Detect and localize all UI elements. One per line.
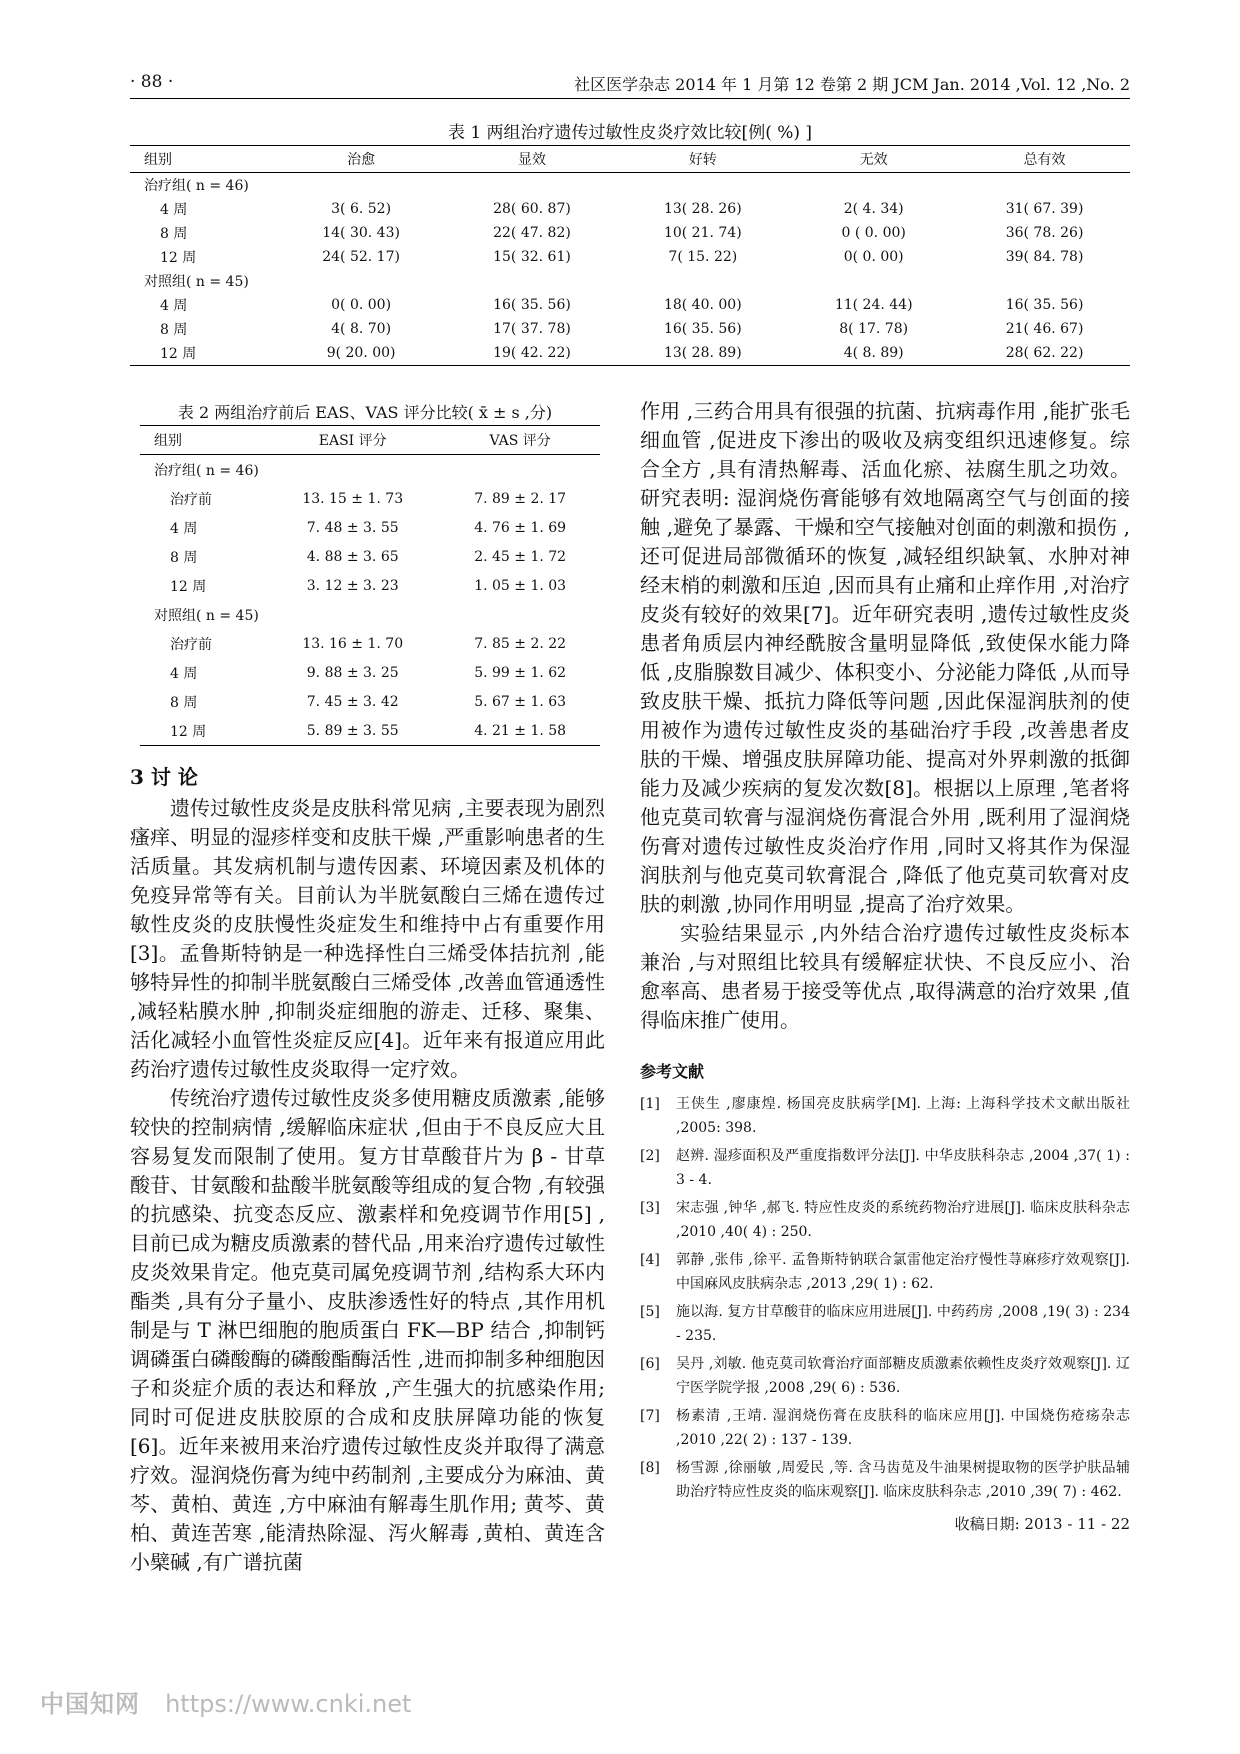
table-cell: 24( 52. 17)	[322, 249, 400, 265]
footer-watermark	[40, 1684, 411, 1719]
table-cell: 9( 20. 00)	[276, 341, 447, 366]
right-column	[640, 397, 1130, 1539]
row-label: 4 周	[170, 665, 198, 682]
table-row	[130, 221, 1130, 245]
reference-number: [7]	[640, 1408, 660, 1424]
reference-item	[640, 1300, 1130, 1348]
table-row	[130, 317, 1130, 341]
group-label: 治疗组( n = 46)	[154, 462, 259, 479]
discussion-paragraph-2-continued: 作用 ,三药合用具有很强的抗菌、抗病毒作用 ,能扩张毛细血管 ,促进皮下渗出的吸收及病变组织迅速修复。综合全方 ,具有清热解毒、活血化瘀、祛腐生肌之功效。研究表明: 湿润烧伤膏能够有效地隔离空气与创面的接触 ,避免了暴露、干燥和空气接触对创面的刺激和损伤 ,还可促进局部微循环的恢复 ,减轻组织缺氧、水肿对神经末梢的刺激和压迫 ,因而具有止痛和止痒作用 ,对治疗皮炎有较好的效果[7]。近年研究表明 ,遗传过敏性皮炎患者角质层内神经酰胺含量明显降低 ,致使保水能力降低 ,皮脂腺数目减少、体积变小、分泌能力降低 ,从而导致皮肤干燥、抵抗力降低等问题 ,因此保湿润肤剂的使用被作为遗传过敏性皮炎的基础治疗手段 ,改善患者皮肤的干燥、增强皮肤屏障功能、提高对外界刺激的抵御能力及减少疾病的复发次数[8]。根据以上原理 ,笔者将他克莫司软膏与湿润烧伤膏混合外用 ,既利用了湿润烧伤膏对遗传过敏性皮炎治疗作用 ,同时又将其作为保湿润肤剂与他克莫司软膏混合 ,降低了他克莫司软膏对皮肤的刺激 ,协同作用明显 ,提高了治疗效果。	[640, 399, 1130, 916]
reference-number: [8]	[640, 1460, 660, 1476]
table-cell: 10( 21. 74)	[663, 225, 742, 241]
table-row	[140, 687, 600, 716]
column-header: 组别	[140, 426, 265, 455]
table-cell: 3( 6. 52)	[331, 201, 392, 217]
table-cell: 8( 17. 78)	[839, 321, 909, 337]
reference-text: 宋志强 ,钟华 ,郝飞. 特应性皮炎的系统药物治疗进展[J]. 临床皮肤科杂志 ,2010 ,40( 4) : 250.	[676, 1200, 1130, 1240]
table-cell: 19( 42. 22)	[447, 341, 618, 366]
table1	[130, 145, 1130, 366]
table-cell: 2. 45 ± 1. 72	[474, 548, 567, 565]
table-cell: 4. 21 ± 1. 58	[440, 716, 600, 746]
column-header: VAS 评分	[440, 426, 600, 455]
row-label: 12 周	[160, 250, 197, 266]
table-row	[140, 571, 600, 600]
column-header: 无效	[788, 146, 959, 173]
reference-item	[640, 1352, 1130, 1400]
table-cell: 4. 76 ± 1. 69	[474, 519, 567, 536]
table2-caption: 表 2 两组治疗前后 EAS、VAS 评分比较( x̄ ± s ,分)	[177, 403, 553, 422]
column-header: 治愈	[276, 146, 447, 173]
reference-text: 吴丹 ,刘敏. 他克莫司软膏治疗面部糖皮质激素依赖性皮炎疗效观察[J]. 辽宁医学院学报 ,2008 ,29( 6) : 536.	[676, 1356, 1130, 1396]
journal-citation: 社区医学杂志 2014 年 1 月第 12 卷第 2 期 JCM Jan. 2014 ,Vol. 12 ,No. 2	[574, 75, 1130, 94]
table-cell: 28( 62. 22)	[959, 341, 1130, 366]
table-row	[140, 542, 600, 571]
column-header: 好转	[617, 146, 788, 173]
row-label: 治疗前	[170, 491, 212, 508]
reference-text: 赵辨. 湿疹面积及严重度指数评分法[J]. 中华皮肤科杂志 ,2004 ,37( 1) : 3 - 4.	[676, 1148, 1130, 1188]
table-cell: 5. 89 ± 3. 55	[265, 716, 440, 746]
table-row	[140, 484, 600, 513]
row-label: 12 周	[130, 341, 276, 366]
table-cell: 4( 8. 70)	[331, 321, 392, 337]
discussion-paragraph-2: 传统治疗遗传过敏性皮炎多使用糖皮质激素 ,能够较快的控制病情 ,缓解临床症状 ,但由于不良反应大且容易复发而限制了使用。复方甘草酸苷片为 β - 甘草酸苷、甘氨酸和盐酸半胱氨酸等组成的复合物 ,有较强的抗感染、抗变态反应、激素样和免疫调节作用[5] ,目前已成为糖皮质激素的替代品 ,用来治疗遗传过敏性皮炎效果肯定。他克莫司属免疫调节剂 ,结构系大环内酯类 ,具有分子量小、皮肤渗透性好的特点 ,其作用机制是与 T 淋巴细胞的胞质蛋白 FK—BP 结合 ,抑制钙调磷蛋白磷酸酶的磷酸酯酶活性 ,进而抑制多种细胞因子和炎症介质的表达和释放 ,产生强大的抗感染作用; 同时可促进皮肤胶原的合成和皮肤屏障功能的恢复[6]。近年来被用来治疗遗传过敏性皮炎并取得了满意疗效。湿润烧伤膏为纯中药制剂 ,主要成分为麻油、黄芩、黄柏、黄连 ,方中麻油有解毒生肌作用; 黄芩、黄柏、黄连苦寒 ,能清热除湿、泻火解毒 ,黄柏、黄连含小檗碱 ,有广谱抗菌	[130, 1086, 605, 1574]
column-header: EASI 评分	[265, 426, 440, 455]
table-cell: 21( 46. 67)	[1005, 321, 1084, 337]
column-header: 显效	[447, 146, 618, 173]
row-label: 12 周	[170, 578, 207, 595]
row-label: 12 周	[140, 716, 265, 746]
reference-number: [2]	[640, 1148, 660, 1164]
reference-number: [5]	[640, 1304, 660, 1320]
table-cell: 15( 32. 61)	[493, 249, 571, 265]
table-cell: 0( 0. 00)	[331, 297, 392, 313]
table-cell: 16( 35. 56)	[663, 321, 742, 337]
table-cell: 0 ( 0. 00)	[841, 225, 906, 241]
row-label: 8 周	[160, 226, 188, 242]
table-cell: 7. 85 ± 2. 22	[474, 635, 567, 652]
table-row	[140, 513, 600, 542]
reference-text: 杨素清 ,王靖. 湿润烧伤膏在皮肤科的临床应用[J]. 中国烧伤疮疡杂志 ,2010 ,22( 2) : 137 - 139.	[676, 1408, 1130, 1448]
table-cell: 17( 37. 78)	[493, 321, 571, 337]
table-cell: 31( 67. 39)	[1005, 201, 1084, 217]
table-cell: 14( 30. 43)	[322, 225, 400, 241]
row-label: 治疗前	[170, 636, 212, 653]
table-row	[130, 245, 1130, 269]
page-header	[130, 72, 1130, 98]
table-cell: 39( 84. 78)	[1005, 249, 1084, 265]
column-header: 总有效	[959, 146, 1130, 173]
group-label: 治疗组( n = 46)	[144, 178, 249, 194]
table-cell: 36( 78. 26)	[1005, 225, 1084, 241]
group-row	[140, 455, 600, 485]
table-cell: 3. 12 ± 3. 23	[306, 577, 399, 594]
table-cell: 7. 89 ± 2. 17	[474, 490, 567, 507]
table-row	[140, 658, 600, 687]
table-row	[130, 197, 1130, 221]
reference-text: 施以海. 复方甘草酸苷的临床应用进展[J]. 中药药房 ,2008 ,19( 3) : 234 - 235.	[676, 1304, 1130, 1344]
row-label: 8 周	[170, 694, 198, 711]
discussion-paragraph-1: 遗传过敏性皮炎是皮肤科常见病 ,主要表现为剧烈瘙痒、明显的湿疹样变和皮肤干燥 ,严重影响患者的生活质量。其发病机制与遗传因素、环境因素及机体的免疫异常等有关。目前认为半胱氨酸白三烯在遗传过敏性皮炎的皮肤慢性炎症发生和维持中占有重要作用[3]。孟鲁斯特钠是一种选择性白三烯受体拮抗剂 ,能够特异性的抑制半胱氨酸白三烯受体 ,改善血管通透性 ,减轻粘膜水肿 ,抑制炎症细胞的游走、迁移、聚集、活化减轻小血管性炎症反应[4]。近年来有报道应用此药治疗遗传过敏性皮炎取得一定疗效。	[130, 796, 605, 1081]
row-label: 4 周	[160, 298, 188, 314]
table-cell: 7. 45 ± 3. 42	[306, 693, 399, 710]
table-cell: 1. 05 ± 1. 03	[474, 577, 567, 594]
reference-item	[640, 1196, 1130, 1244]
table-cell: 5. 67 ± 1. 63	[474, 693, 567, 710]
group-row	[130, 173, 1130, 198]
row-label: 4 周	[170, 520, 198, 537]
reference-text: 杨雪源 ,徐丽敏 ,周爱民 ,等. 含马齿苋及牛油果树提取物的医学护肤品辅助治疗特应性皮炎的临床观察[J]. 临床皮肤科杂志 ,2010 ,39( 7) : 462.	[676, 1460, 1130, 1500]
column-header: 组别	[130, 146, 276, 173]
reference-text: 郭静 ,张伟 ,徐平. 孟鲁斯特钠联合氯雷他定治疗慢性荨麻疹疗效观察[J]. 中国麻风皮肤病杂志 ,2013 ,29( 1) : 62.	[676, 1252, 1130, 1292]
reference-number: [1]	[640, 1096, 660, 1112]
table-cell: 16( 35. 56)	[1005, 297, 1084, 313]
reference-item	[640, 1456, 1130, 1504]
table-cell: 13. 16 ± 1. 70	[302, 635, 404, 652]
group-label: 对照组( n = 45)	[144, 274, 249, 290]
received-date: 收稿日期: 2013 - 11 - 22	[954, 1515, 1130, 1533]
table-cell: 9. 88 ± 3. 25	[306, 664, 399, 681]
row-label: 4 周	[160, 202, 188, 218]
table-cell: 5. 99 ± 1. 62	[474, 664, 567, 681]
table-cell: 4( 8. 89)	[788, 341, 959, 366]
section-heading: 3 讨 论	[130, 765, 198, 789]
page-number: · 88 ·	[130, 72, 174, 92]
table-row	[130, 293, 1130, 317]
table-cell: 16( 35. 56)	[493, 297, 571, 313]
table-cell: 22( 47. 82)	[493, 225, 571, 241]
reference-number: [4]	[640, 1252, 660, 1268]
references-title: 参考文献	[640, 1062, 705, 1081]
table2	[140, 425, 600, 746]
reference-item	[640, 1144, 1130, 1192]
table-cell: 13( 28. 89)	[617, 341, 788, 366]
group-row	[140, 600, 600, 629]
reference-item	[640, 1404, 1130, 1452]
header-rule	[130, 98, 1130, 99]
row-label: 8 周	[170, 549, 198, 566]
table-cell: 7. 48 ± 3. 55	[306, 519, 399, 536]
reference-item	[640, 1092, 1130, 1140]
reference-item	[640, 1248, 1130, 1296]
group-label: 对照组( n = 45)	[154, 607, 259, 624]
row-label: 8 周	[160, 322, 188, 338]
table-cell: 2( 4. 34)	[843, 201, 904, 217]
table-cell: 13( 28. 26)	[663, 201, 742, 217]
cnki-url: https://www.cnki.net	[165, 1690, 412, 1718]
table-cell: 28( 60. 87)	[493, 201, 571, 217]
table-cell: 13. 15 ± 1. 73	[302, 490, 404, 507]
table-row	[130, 341, 1130, 366]
table-row	[140, 629, 600, 658]
reference-number: [3]	[640, 1200, 660, 1216]
table1-caption: 表 1 两组治疗遗传过敏性皮炎疗效比较[例( %) ]	[447, 123, 813, 143]
table-cell: 7( 15. 22)	[668, 249, 738, 265]
table-row	[140, 716, 600, 746]
left-column	[130, 763, 605, 1577]
group-row	[130, 269, 1130, 293]
reference-list	[640, 1092, 1130, 1504]
discussion-paragraph-3: 实验结果显示 ,内外结合治疗遗传过敏性皮炎标本兼治 ,与对照组比较具有缓解症状快、不良反应小、治愈率高、患者易于接受等优点 ,取得满意的治疗效果 ,值得临床推广使用。	[640, 921, 1130, 1032]
table-cell: 11( 24. 44)	[834, 297, 913, 313]
table-cell: 4. 88 ± 3. 65	[306, 548, 399, 565]
reference-text: 王侠生 ,廖康煌. 杨国亮皮肤病学[M]. 上海: 上海科学技术文献出版社 ,2005: 398.	[676, 1096, 1130, 1136]
reference-number: [6]	[640, 1356, 660, 1372]
table-cell: 18( 40. 00)	[663, 297, 742, 313]
cnki-logo: 中国知网	[40, 1690, 140, 1718]
table-cell: 0( 0. 00)	[843, 249, 904, 265]
